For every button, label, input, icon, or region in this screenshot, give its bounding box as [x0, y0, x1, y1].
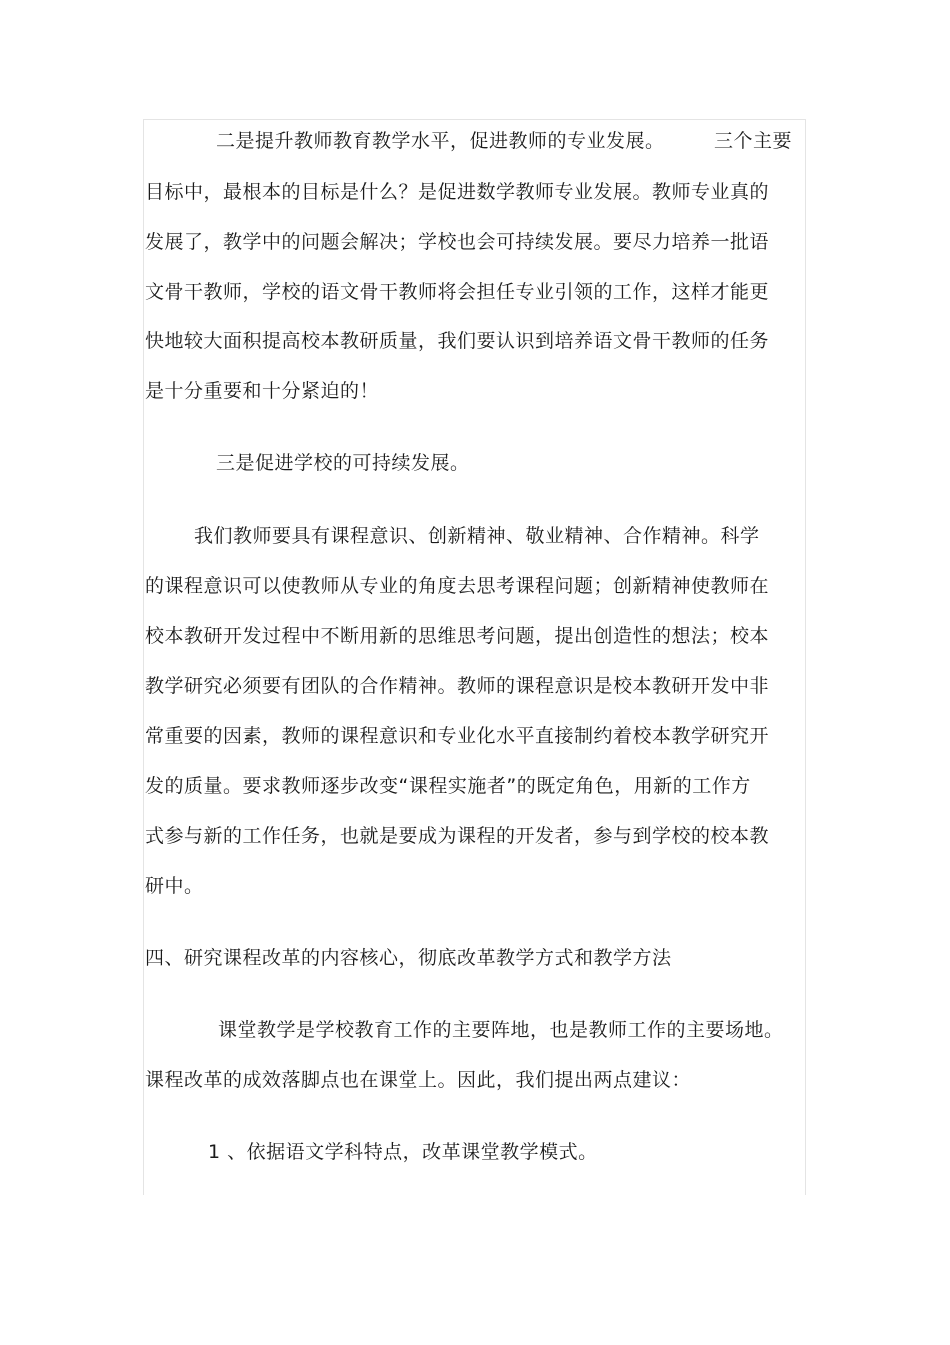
- paragraph-line: 二是提升教师教育教学水平，促进教师的专业发展。: [216, 130, 665, 152]
- paragraph-line: 是十分重要和十分紧迫的！: [145, 380, 380, 402]
- paragraph-line: 常重要的因素，教师的课程意识和专业化水平直接制约着校本教学研究开: [145, 725, 770, 747]
- paragraph-line: 快地较大面积提高校本教研质量，我们要认识到培养语文骨干教师的任务: [145, 330, 770, 352]
- paragraph-line: 发展了，教学中的问题会解决；学校也会可持续发展。要尽力培养一批语: [145, 231, 770, 253]
- paragraph-line: 目标中，最根本的目标是什么？是促进数学教师专业发展。教师专业真的: [145, 181, 770, 203]
- list-item: 1 、依据语文学科特点，改革课堂教学模式。: [208, 1141, 598, 1163]
- paragraph-line: 课堂教学是学校教育工作的主要阵地，也是教师工作的主要场地。: [218, 1019, 784, 1041]
- paragraph-line: 文骨干教师，学校的语文骨干教师将会担任专业引领的工作，这样才能更: [145, 281, 770, 303]
- section-heading: 四、研究课程改革的内容核心，彻底改革教学方式和教学方法: [145, 947, 672, 969]
- paragraph-line: 课程改革的成效落脚点也在课堂上。因此，我们提出两点建议：: [145, 1069, 692, 1091]
- paragraph-line: 的课程意识可以使教师从专业的角度去思考课程问题；创新精神使教师在: [145, 575, 770, 597]
- paragraph-line-right: 三个主要: [714, 130, 793, 152]
- paragraph-line: 发的质量。要求教师逐步改变“课程实施者”的既定角色，用新的工作方: [145, 775, 751, 797]
- paragraph-line: 我们教师要具有课程意识、创新精神、敬业精神、合作精神。科学: [194, 525, 760, 547]
- paragraph-line: 式参与新的工作任务，也就是要成为课程的开发者，参与到学校的校本教: [145, 825, 770, 847]
- paragraph-line: 教学研究必须要有团队的合作精神。教师的课程意识是校本教研开发中非: [145, 675, 770, 697]
- paragraph-line: 三是促进学校的可持续发展。: [216, 452, 470, 474]
- paragraph-line: 研中。: [145, 875, 204, 897]
- paragraph-line: 校本教研开发过程中不断用新的思维思考问题，提出创造性的想法；校本: [145, 625, 770, 647]
